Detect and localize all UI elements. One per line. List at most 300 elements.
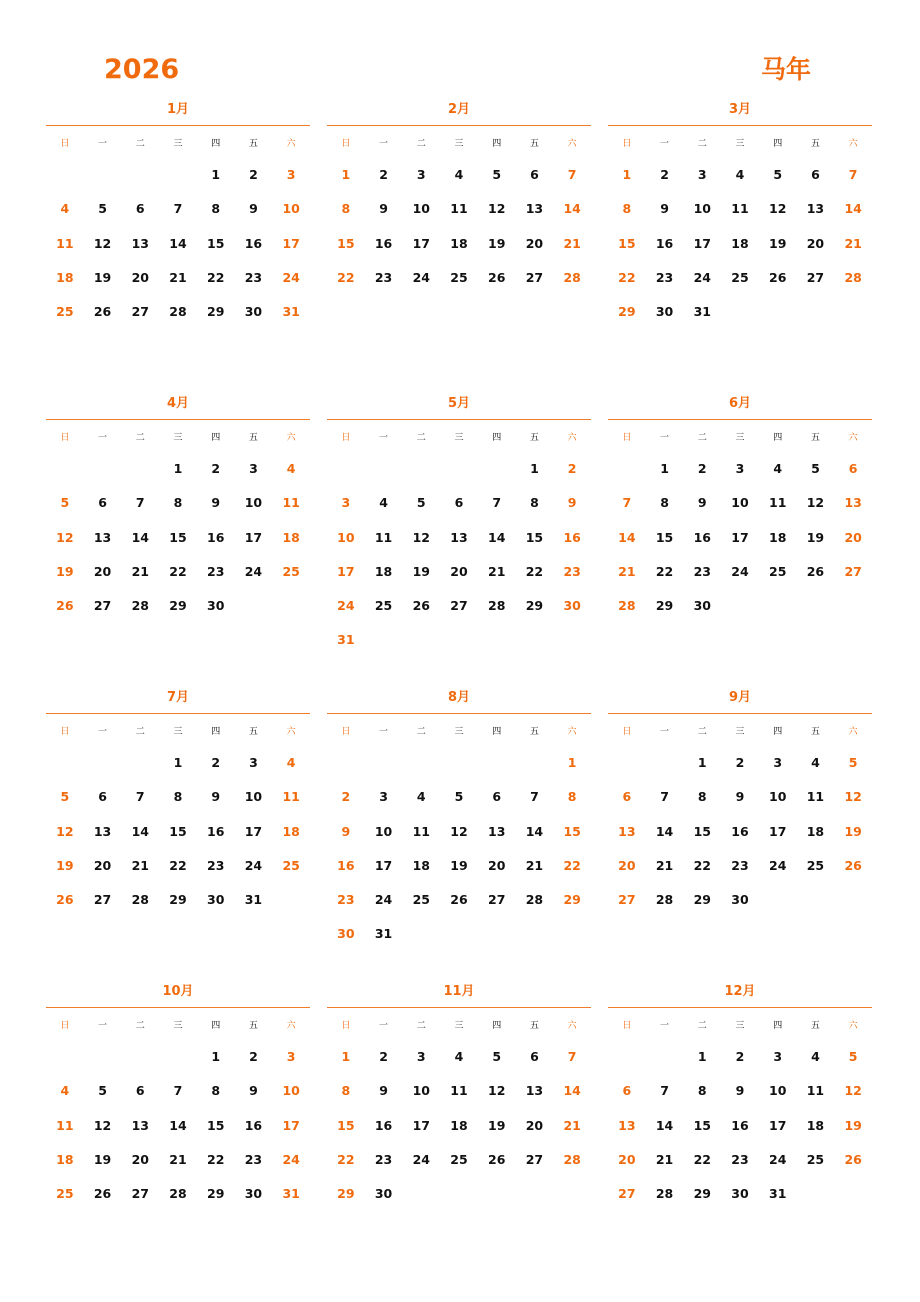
weekday-label: 四	[773, 139, 783, 149]
day-cell: 5	[416, 495, 426, 511]
day-cell: 5	[773, 167, 783, 182]
day-cell: 21	[563, 1117, 581, 1133]
weekday-header-row	[327, 718, 591, 746]
day-cell: 9	[379, 201, 388, 217]
day-cell: 31	[282, 304, 300, 320]
day-cell: 24	[769, 1151, 787, 1167]
day-cell: 16	[655, 235, 674, 251]
day-cell: 1	[211, 1049, 221, 1064]
weekday-label: 二	[135, 433, 145, 443]
day-cell: 30	[244, 304, 263, 320]
day-cell: 2	[697, 461, 707, 476]
day-cell: 19	[412, 563, 430, 579]
day-cell: 21	[618, 563, 636, 579]
weekday-label: 六	[286, 727, 296, 737]
day-cell: 13	[488, 823, 506, 839]
weekday-label: 五	[248, 433, 258, 443]
weekday-label: 二	[416, 727, 426, 737]
month-title: 5月	[327, 389, 591, 420]
day-cell: 5	[492, 1049, 502, 1064]
day-cell: 22	[207, 1151, 225, 1167]
day-cell: 3	[286, 1049, 296, 1064]
day-cell: 30	[244, 1186, 263, 1202]
day-cell: 12	[450, 823, 468, 839]
day-cell: 22	[169, 857, 187, 873]
day-cell: 6	[98, 495, 107, 511]
day-cell: 13	[806, 201, 825, 217]
weekday-label: 三	[735, 139, 745, 149]
day-cell: 22	[169, 563, 187, 579]
weekday-label: 二	[697, 139, 707, 149]
day-cell: 31	[374, 926, 393, 942]
day-cell: 14	[131, 529, 149, 545]
day-cell: 21	[563, 235, 581, 251]
day-cell: 15	[693, 823, 711, 839]
day-cell: 11	[450, 201, 468, 217]
day-cell: 28	[525, 892, 544, 908]
day-grid	[327, 158, 591, 295]
day-cell: 24	[412, 269, 430, 285]
day-cell: 1	[341, 167, 351, 182]
day-cell: 3	[773, 755, 783, 770]
day-cell: 5	[454, 789, 464, 805]
weekday-label: 三	[173, 727, 183, 737]
month-title: 4月	[46, 389, 310, 420]
day-cell: 28	[563, 1151, 581, 1167]
day-cell: 14	[169, 1117, 187, 1133]
day-cell: 17	[337, 563, 355, 579]
day-cell: 8	[660, 495, 669, 511]
day-cell: 20	[131, 1151, 149, 1167]
day-cell: 24	[244, 563, 263, 579]
weekday-label: 六	[848, 433, 858, 443]
day-cell: 28	[131, 892, 149, 908]
day-cell: 4	[454, 1049, 464, 1064]
day-cell: 7	[660, 1083, 669, 1099]
day-grid	[327, 1040, 591, 1211]
day-grid	[608, 452, 872, 623]
weekday-label: 四	[492, 433, 502, 443]
month-block	[608, 389, 872, 683]
day-cell: 9	[249, 201, 258, 217]
weekday-label: 三	[735, 433, 745, 443]
day-cell: 8	[622, 201, 632, 217]
day-cell: 14	[618, 529, 636, 545]
day-cell: 18	[412, 857, 430, 873]
weekday-label: 二	[697, 433, 707, 443]
day-cell: 4	[773, 461, 783, 476]
day-cell: 7	[530, 789, 539, 805]
day-cell: 14	[488, 529, 506, 545]
day-cell: 4	[60, 1083, 70, 1099]
day-cell: 29	[655, 598, 674, 614]
day-cell: 25	[374, 598, 393, 614]
day-cell: 20	[450, 563, 468, 579]
day-cell: 19	[56, 857, 74, 873]
month-block	[608, 683, 872, 977]
day-cell: 21	[169, 1151, 187, 1167]
day-cell: 11	[806, 789, 825, 805]
day-cell: 21	[844, 235, 862, 251]
day-cell: 13	[844, 495, 862, 511]
day-cell: 13	[131, 235, 149, 251]
weekday-label: 三	[735, 727, 745, 737]
day-cell: 3	[416, 1049, 426, 1064]
day-cell: 2	[211, 461, 221, 476]
weekday-label: 五	[810, 727, 820, 737]
day-cell: 1	[697, 1049, 707, 1064]
day-cell: 4	[811, 1049, 820, 1064]
day-cell: 27	[525, 269, 544, 285]
day-cell: 7	[492, 495, 502, 511]
day-cell: 16	[731, 1117, 749, 1133]
weekday-label: 一	[379, 1021, 389, 1031]
weekday-label: 三	[173, 1021, 183, 1031]
day-cell: 16	[693, 529, 711, 545]
year-title: 2026	[104, 54, 180, 85]
day-cell: 16	[374, 1117, 393, 1133]
day-cell: 24	[282, 269, 300, 285]
weekday-header-row	[608, 424, 872, 452]
day-cell: 25	[450, 269, 468, 285]
day-cell: 12	[93, 235, 112, 251]
day-cell: 25	[731, 269, 749, 285]
day-cell: 24	[412, 1151, 430, 1167]
day-cell: 11	[56, 235, 74, 251]
day-cell: 19	[769, 235, 787, 251]
day-cell: 9	[249, 1083, 258, 1099]
day-cell: 29	[693, 892, 711, 908]
weekday-label: 二	[416, 433, 426, 443]
day-cell: 18	[769, 529, 787, 545]
day-cell: 29	[169, 892, 187, 908]
weekday-label: 日	[341, 433, 351, 443]
day-cell: 3	[286, 167, 296, 182]
day-cell: 27	[844, 563, 862, 579]
day-cell: 5	[98, 201, 107, 217]
day-cell: 19	[488, 1117, 506, 1133]
day-cell: 4	[416, 789, 426, 805]
day-cell: 31	[693, 304, 711, 320]
day-cell: 3	[249, 755, 258, 770]
month-block	[608, 95, 872, 389]
day-cell: 13	[525, 201, 544, 217]
month-block	[608, 977, 872, 1271]
day-cell: 30	[731, 1186, 749, 1202]
day-cell: 1	[211, 167, 221, 182]
weekday-label: 一	[379, 139, 389, 149]
day-cell: 30	[337, 926, 355, 942]
day-cell: 8	[567, 789, 577, 805]
day-cell: 17	[282, 1117, 300, 1133]
weekday-label: 一	[98, 1021, 108, 1031]
day-cell: 20	[844, 529, 862, 545]
day-cell: 28	[488, 598, 506, 614]
day-cell: 7	[173, 201, 183, 217]
weekday-label: 一	[98, 727, 108, 737]
weekday-label: 日	[622, 139, 632, 149]
day-cell: 8	[697, 789, 707, 805]
day-cell: 23	[244, 1151, 263, 1167]
day-cell: 4	[286, 461, 296, 476]
weekday-label: 二	[697, 1021, 707, 1031]
day-cell: 13	[450, 529, 468, 545]
day-cell: 13	[131, 1117, 149, 1133]
day-grid	[46, 746, 310, 917]
day-cell: 16	[244, 1117, 263, 1133]
day-cell: 16	[244, 235, 263, 251]
day-cell: 12	[56, 529, 74, 545]
day-cell: 24	[337, 598, 355, 614]
day-cell: 26	[488, 269, 506, 285]
weekday-label: 一	[660, 727, 670, 737]
weekday-label: 日	[341, 727, 351, 737]
month-title: 2月	[327, 95, 591, 126]
day-cell: 13	[93, 823, 112, 839]
weekday-label: 日	[622, 1021, 632, 1031]
day-cell: 22	[207, 269, 225, 285]
day-cell: 26	[769, 269, 787, 285]
day-cell: 12	[844, 1083, 862, 1099]
day-cell: 19	[806, 529, 825, 545]
day-cell: 26	[93, 304, 112, 320]
day-cell: 27	[488, 892, 506, 908]
day-cell: 14	[655, 823, 674, 839]
day-cell: 10	[412, 1083, 430, 1099]
day-cell: 15	[207, 235, 225, 251]
day-cell: 8	[173, 495, 183, 511]
day-cell: 28	[169, 304, 187, 320]
day-cell: 18	[731, 235, 749, 251]
day-cell: 27	[618, 1186, 636, 1202]
weekday-label: 四	[211, 727, 221, 737]
day-cell: 9	[379, 1083, 388, 1099]
day-cell: 28	[655, 1186, 674, 1202]
day-cell: 2	[735, 1049, 745, 1064]
day-cell: 16	[207, 823, 225, 839]
day-cell: 31	[282, 1186, 300, 1202]
weekday-label: 四	[492, 1021, 502, 1031]
weekday-header-row	[46, 424, 310, 452]
weekday-label: 四	[773, 727, 783, 737]
day-grid	[608, 746, 872, 917]
weekday-label: 日	[622, 433, 632, 443]
day-cell: 10	[244, 495, 263, 511]
day-cell: 8	[697, 1083, 707, 1099]
day-cell: 28	[844, 269, 862, 285]
weekday-label: 四	[211, 433, 221, 443]
day-cell: 4	[60, 201, 70, 217]
day-cell: 15	[618, 235, 636, 251]
day-cell: 21	[525, 857, 544, 873]
day-cell: 12	[56, 823, 74, 839]
weekday-label: 一	[660, 433, 670, 443]
weekday-label: 五	[248, 139, 258, 149]
day-cell: 18	[450, 1117, 468, 1133]
day-cell: 18	[806, 823, 825, 839]
day-cell: 1	[341, 1049, 351, 1064]
day-cell: 2	[735, 755, 745, 770]
weekday-header-row	[608, 718, 872, 746]
month-block	[46, 977, 310, 1271]
day-cell: 25	[450, 1151, 468, 1167]
day-cell: 2	[379, 1049, 388, 1064]
day-cell: 22	[337, 269, 355, 285]
weekday-header-row	[46, 718, 310, 746]
weekday-label: 二	[416, 1021, 426, 1031]
day-cell: 17	[769, 1117, 787, 1133]
weekday-label: 四	[492, 139, 502, 149]
day-cell: 11	[769, 495, 787, 511]
day-cell: 15	[169, 823, 187, 839]
day-cell: 27	[131, 304, 149, 320]
day-cell: 11	[282, 789, 300, 805]
day-cell: 15	[207, 1117, 225, 1133]
day-cell: 23	[731, 857, 749, 873]
day-cell: 26	[488, 1151, 506, 1167]
weekday-header-row	[608, 130, 872, 158]
weekday-label: 一	[660, 139, 670, 149]
day-cell: 18	[806, 1117, 825, 1133]
weekday-label: 六	[848, 1021, 858, 1031]
day-cell: 29	[563, 892, 581, 908]
day-cell: 6	[530, 167, 539, 182]
day-cell: 27	[806, 269, 825, 285]
day-cell: 5	[60, 789, 70, 805]
day-cell: 25	[769, 563, 787, 579]
day-cell: 16	[731, 823, 749, 839]
day-cell: 11	[282, 495, 300, 511]
day-cell: 8	[341, 201, 351, 217]
day-cell: 20	[806, 235, 825, 251]
day-cell: 26	[93, 1186, 112, 1202]
day-cell: 15	[169, 529, 187, 545]
day-cell: 18	[282, 529, 300, 545]
day-cell: 13	[93, 529, 112, 545]
day-cell: 2	[379, 167, 388, 182]
day-cell: 10	[282, 1083, 300, 1099]
weekday-label: 三	[735, 1021, 745, 1031]
day-cell: 24	[374, 892, 393, 908]
month-grid	[46, 95, 872, 1271]
weekday-label: 五	[248, 727, 258, 737]
day-cell: 1	[660, 461, 669, 476]
day-cell: 16	[563, 529, 581, 545]
day-cell: 25	[806, 857, 825, 873]
weekday-label: 五	[529, 1021, 539, 1031]
weekday-label: 一	[379, 433, 389, 443]
day-cell: 1	[622, 167, 632, 182]
day-cell: 23	[244, 269, 263, 285]
day-cell: 9	[211, 495, 221, 511]
day-cell: 14	[844, 201, 862, 217]
day-cell: 27	[618, 892, 636, 908]
weekday-label: 日	[341, 139, 351, 149]
day-cell: 19	[488, 235, 506, 251]
day-cell: 11	[56, 1117, 74, 1133]
weekday-label: 五	[248, 1021, 258, 1031]
day-cell: 7	[135, 495, 145, 511]
weekday-label: 日	[60, 139, 70, 149]
month-title: 1月	[46, 95, 310, 126]
day-cell: 5	[848, 755, 858, 770]
day-cell: 30	[207, 598, 225, 614]
day-cell: 21	[655, 1151, 674, 1167]
day-cell: 6	[98, 789, 107, 805]
day-cell: 20	[93, 857, 112, 873]
day-cell: 29	[169, 598, 187, 614]
day-cell: 2	[660, 167, 669, 182]
day-cell: 23	[655, 269, 674, 285]
day-cell: 19	[93, 1151, 112, 1167]
day-cell: 28	[169, 1186, 187, 1202]
weekday-label: 二	[135, 727, 145, 737]
weekday-label: 五	[529, 727, 539, 737]
day-cell: 17	[374, 857, 393, 873]
day-cell: 18	[450, 235, 468, 251]
weekday-label: 五	[810, 139, 820, 149]
weekday-label: 四	[492, 727, 502, 737]
day-grid	[46, 158, 310, 329]
weekday-label: 六	[848, 727, 858, 737]
day-cell: 18	[282, 823, 300, 839]
day-cell: 23	[207, 563, 225, 579]
weekday-label: 四	[211, 1021, 221, 1031]
day-cell: 7	[567, 1049, 577, 1064]
day-grid	[46, 452, 310, 623]
month-title: 9月	[608, 683, 872, 714]
day-cell: 1	[567, 755, 577, 770]
weekday-header-row	[327, 424, 591, 452]
month-block	[46, 95, 310, 389]
weekday-label: 五	[529, 139, 539, 149]
weekday-label: 六	[848, 139, 858, 149]
day-cell: 29	[207, 1186, 225, 1202]
day-cell: 20	[618, 1151, 636, 1167]
day-cell: 30	[693, 598, 711, 614]
day-cell: 9	[735, 1083, 745, 1099]
day-cell: 17	[769, 823, 787, 839]
day-cell: 30	[655, 304, 674, 320]
day-cell: 15	[337, 1117, 355, 1133]
day-cell: 25	[56, 1186, 74, 1202]
day-cell: 31	[244, 892, 263, 908]
day-cell: 26	[844, 1151, 862, 1167]
day-cell: 31	[337, 632, 355, 648]
weekday-header-row	[327, 1012, 591, 1040]
day-cell: 9	[660, 201, 669, 217]
day-cell: 12	[488, 201, 506, 217]
day-cell: 25	[282, 563, 300, 579]
day-cell: 8	[341, 1083, 351, 1099]
day-cell: 14	[525, 823, 544, 839]
day-cell: 15	[655, 529, 674, 545]
day-cell: 6	[135, 201, 145, 217]
day-cell: 23	[563, 563, 581, 579]
day-cell: 28	[131, 598, 149, 614]
day-cell: 19	[450, 857, 468, 873]
day-cell: 10	[244, 789, 263, 805]
month-block	[46, 389, 310, 683]
day-cell: 10	[693, 201, 711, 217]
day-cell: 17	[693, 235, 711, 251]
weekday-label: 三	[173, 433, 183, 443]
day-cell: 7	[622, 495, 632, 511]
day-cell: 23	[374, 269, 393, 285]
day-cell: 7	[660, 789, 669, 805]
day-cell: 22	[655, 563, 674, 579]
day-cell: 26	[412, 598, 430, 614]
